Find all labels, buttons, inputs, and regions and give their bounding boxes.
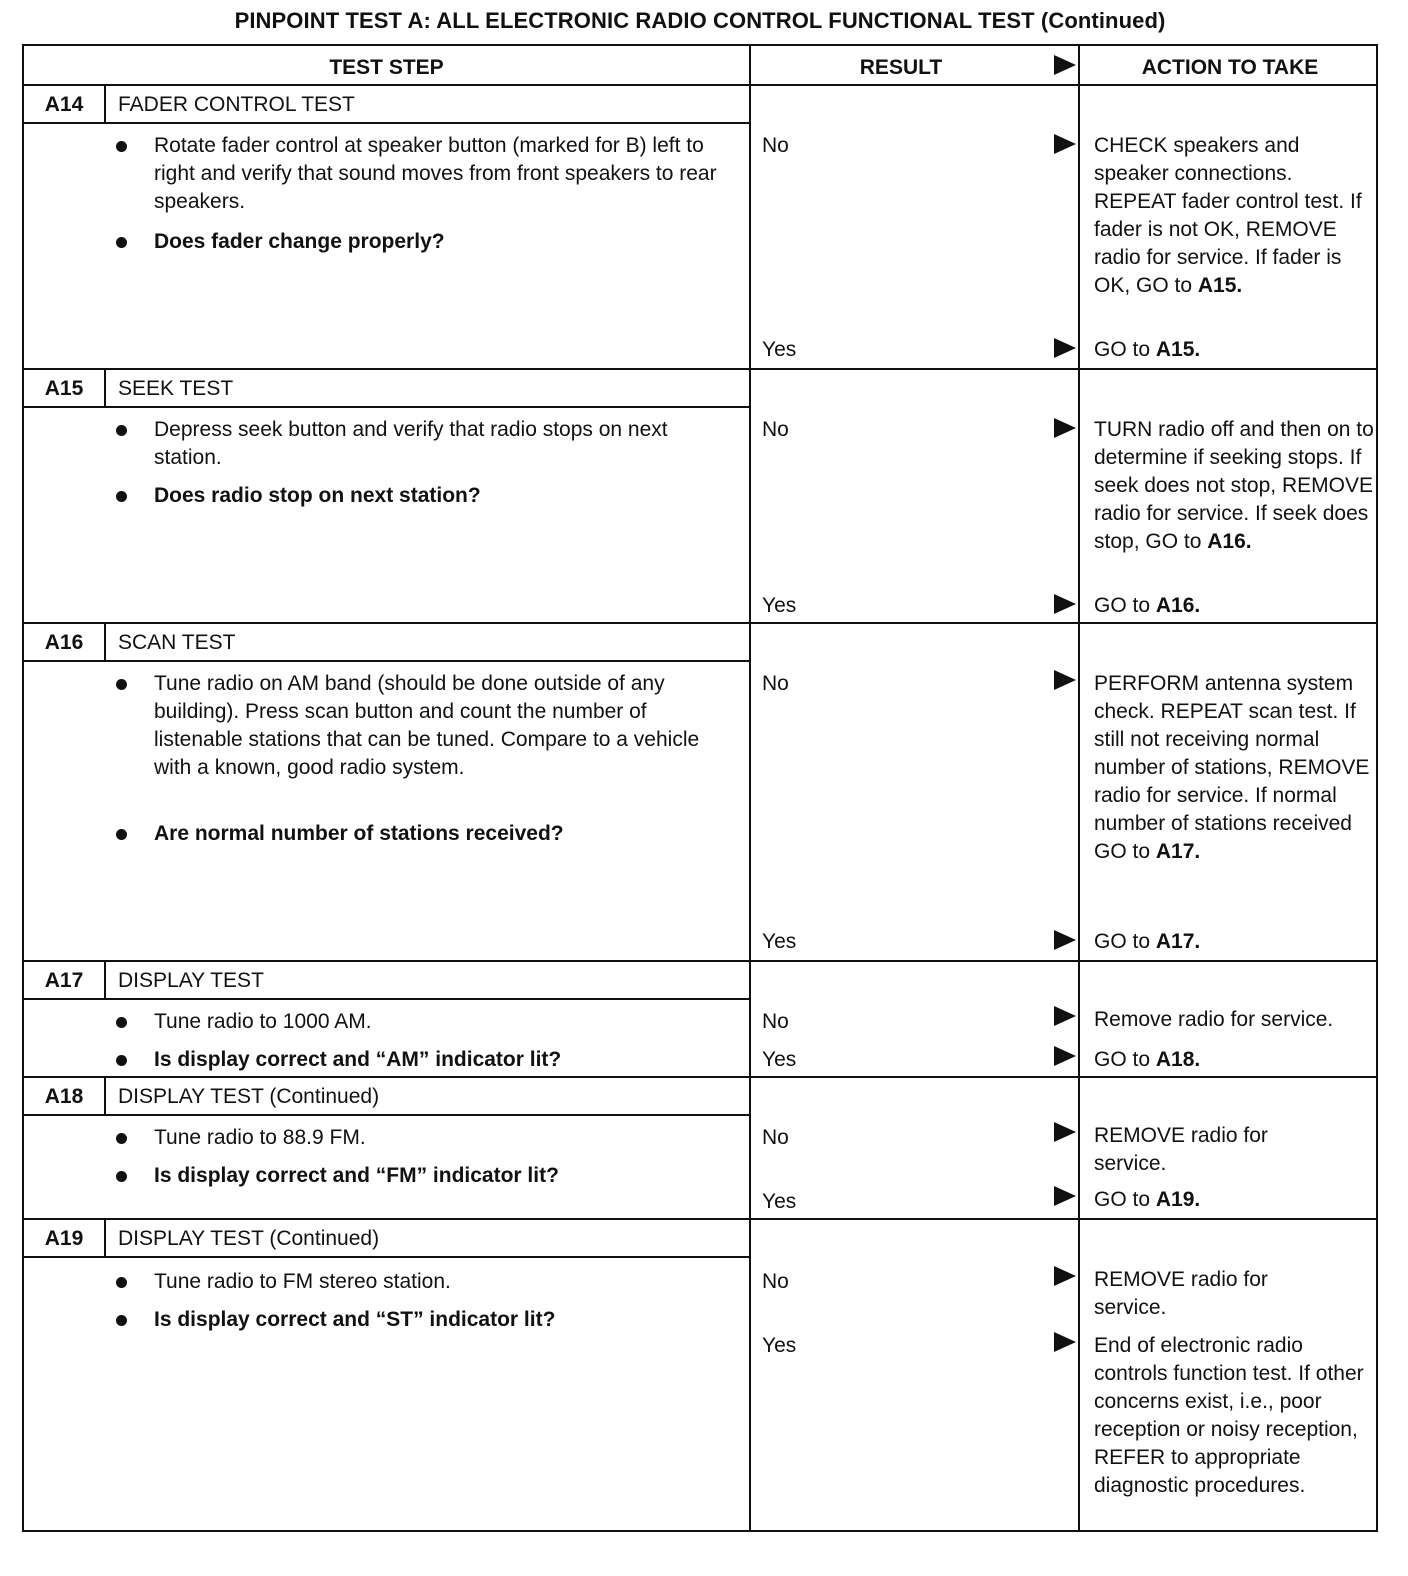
bullet-icon bbox=[116, 425, 127, 436]
result-yes: Yes bbox=[762, 1190, 797, 1213]
test-section-a15: A15 SEEK TEST Depress seek button and verify that radio stops on next station. Does radio stop on next station? No TURN radio off and then on to determine if seeking stops. If seek does not stop, REMOVE radio for service. If seek does stop, GO to A16. Yes GO to A16. bbox=[24, 370, 1376, 622]
step-id: A18 bbox=[24, 1078, 106, 1114]
section-header bbox=[24, 370, 749, 408]
test-section-a18: A18 DISPLAY TEST (Continued) Tune radio to 88.9 FM. Is display correct and “FM” indicator lit? No REMOVE radio for service. Yes GO to A19. bbox=[24, 1078, 1376, 1218]
section-header bbox=[24, 962, 749, 1000]
result-yes: Yes bbox=[762, 1048, 797, 1071]
arrow-right-icon bbox=[1054, 1006, 1076, 1026]
step-id: A16 bbox=[24, 624, 106, 660]
section-header bbox=[24, 624, 749, 662]
page-title: PINPOINT TEST A: ALL ELECTRONIC RADIO CONTROL FUNCTIONAL TEST (Continued) bbox=[234, 8, 1166, 33]
result-yes: Yes bbox=[762, 1334, 797, 1357]
bullet-icon bbox=[116, 1133, 127, 1144]
section-header bbox=[24, 1220, 749, 1258]
arrow-right-icon bbox=[1054, 55, 1076, 75]
action-yes: GO to A16. bbox=[1094, 594, 1201, 617]
bullet-icon bbox=[116, 1315, 127, 1326]
step-title: DISPLAY TEST (Continued) bbox=[118, 1227, 380, 1250]
bullet-icon bbox=[116, 1055, 127, 1066]
result-no: No bbox=[762, 1270, 789, 1293]
bullet-icon bbox=[116, 1277, 127, 1288]
result-no: No bbox=[762, 418, 789, 441]
header-test-step: TEST STEP bbox=[329, 56, 444, 79]
result-yes: Yes bbox=[762, 930, 797, 953]
bullet-icon bbox=[116, 679, 127, 690]
section-header bbox=[24, 86, 749, 124]
pinpoint-test-table bbox=[22, 44, 1378, 1532]
bullet-icon bbox=[116, 141, 127, 152]
arrow-right-icon bbox=[1054, 1186, 1076, 1206]
arrow-right-icon bbox=[1054, 1266, 1076, 1286]
step-title: SEEK TEST bbox=[118, 377, 234, 400]
action-no: TURN radio off and then on to determine if seeking stops. If seek does not stop, REMOVE radio for service. If seek does stop, GO to A16. bbox=[1094, 418, 1374, 553]
test-section-a16: A16 SCAN TEST Tune radio on AM band (should be done outside of any building). Press scan button and count the number of listenable stations that can be tuned. Compare to a vehicle with a known, good radio system. Are normal number of stations received? No PERFORM antenna system check. REPEAT scan test. If still not receiving normal number of stations, REMOVE radio for service. If normal number of stations received GO to A17. Yes GO to A17. bbox=[24, 624, 1376, 960]
arrow-right-icon bbox=[1054, 930, 1076, 950]
result-no: No bbox=[762, 1126, 789, 1149]
arrow-right-icon bbox=[1054, 1122, 1076, 1142]
step-id: A14 bbox=[24, 86, 106, 122]
action-no: REMOVE radio for service. bbox=[1094, 1124, 1268, 1175]
action-yes: GO to A19. bbox=[1094, 1188, 1201, 1211]
action-no: Remove radio for service. bbox=[1094, 1008, 1334, 1031]
step-title: FADER CONTROL TEST bbox=[118, 93, 355, 116]
result-no: No bbox=[762, 134, 789, 157]
header-result: RESULT bbox=[859, 56, 943, 79]
result-yes: Yes bbox=[762, 338, 797, 361]
test-section-a17: A17 DISPLAY TEST Tune radio to 1000 AM. Is display correct and “AM” indicator lit? No Remove radio for service. Yes GO to A18. bbox=[24, 962, 1376, 1076]
action-yes: End of electronic radio controls function test. If other concerns exist, i.e., poor reception or noisy reception, REFER to appropriate diagnostic procedures. bbox=[1094, 1334, 1364, 1497]
header-action-to-take: ACTION TO TAKE bbox=[1141, 56, 1319, 79]
bullet-icon bbox=[116, 1017, 127, 1028]
action-no: PERFORM antenna system check. REPEAT scan test. If still not receiving normal number of stations, REMOVE radio for service. If normal number of stations received GO to A17. bbox=[1094, 672, 1370, 863]
result-no: No bbox=[762, 1010, 789, 1033]
action-yes: GO to A17. bbox=[1094, 930, 1201, 953]
step-id: A19 bbox=[24, 1220, 106, 1256]
step-title: DISPLAY TEST (Continued) bbox=[118, 1085, 380, 1108]
step-id: A17 bbox=[24, 962, 106, 998]
arrow-right-icon bbox=[1054, 1332, 1076, 1352]
test-section-a14: A14 FADER CONTROL TEST Rotate fader control at speaker button (marked for B) left to right and verify that sound moves from front speakers to rear speakers. Does fader change properly? No CHECK speakers and speaker connections. REPEAT fader control test. If fader is not OK, REMOVE radio for service. If fader is OK, GO to A15. Yes GO to A15. bbox=[24, 86, 1376, 368]
bullet-icon bbox=[116, 829, 127, 840]
action-yes: GO to A18. bbox=[1094, 1048, 1201, 1071]
step-title: DISPLAY TEST bbox=[118, 969, 264, 992]
bullet-icon bbox=[116, 237, 127, 248]
arrow-right-icon bbox=[1054, 134, 1076, 154]
result-no: No bbox=[762, 672, 789, 695]
bullet-icon bbox=[116, 491, 127, 502]
action-yes: GO to A15. bbox=[1094, 338, 1201, 361]
arrow-right-icon bbox=[1054, 594, 1076, 614]
arrow-right-icon bbox=[1054, 418, 1076, 438]
test-section-a19: A19 DISPLAY TEST (Continued) Tune radio to FM stereo station. Is display correct and “ST” indicator lit? No REMOVE radio for service. Yes End of electronic radio controls function test. If other concerns exist, i.e., poor reception or noisy reception, REFER to appropriate diagnostic procedures. bbox=[24, 1220, 1376, 1532]
arrow-right-icon bbox=[1054, 1046, 1076, 1066]
action-no: REMOVE radio for service. bbox=[1094, 1268, 1268, 1319]
bullet-icon bbox=[116, 1171, 127, 1182]
result-yes: Yes bbox=[762, 594, 797, 617]
section-header bbox=[24, 1078, 749, 1116]
arrow-right-icon bbox=[1054, 338, 1076, 358]
action-no: CHECK speakers and speaker connections. REPEAT fader control test. If fader is not OK, REMOVE radio for service. If fader is OK, GO to A15. bbox=[1094, 134, 1362, 297]
step-title: SCAN TEST bbox=[118, 631, 236, 654]
arrow-right-icon bbox=[1054, 670, 1076, 690]
step-id: A15 bbox=[24, 370, 106, 406]
